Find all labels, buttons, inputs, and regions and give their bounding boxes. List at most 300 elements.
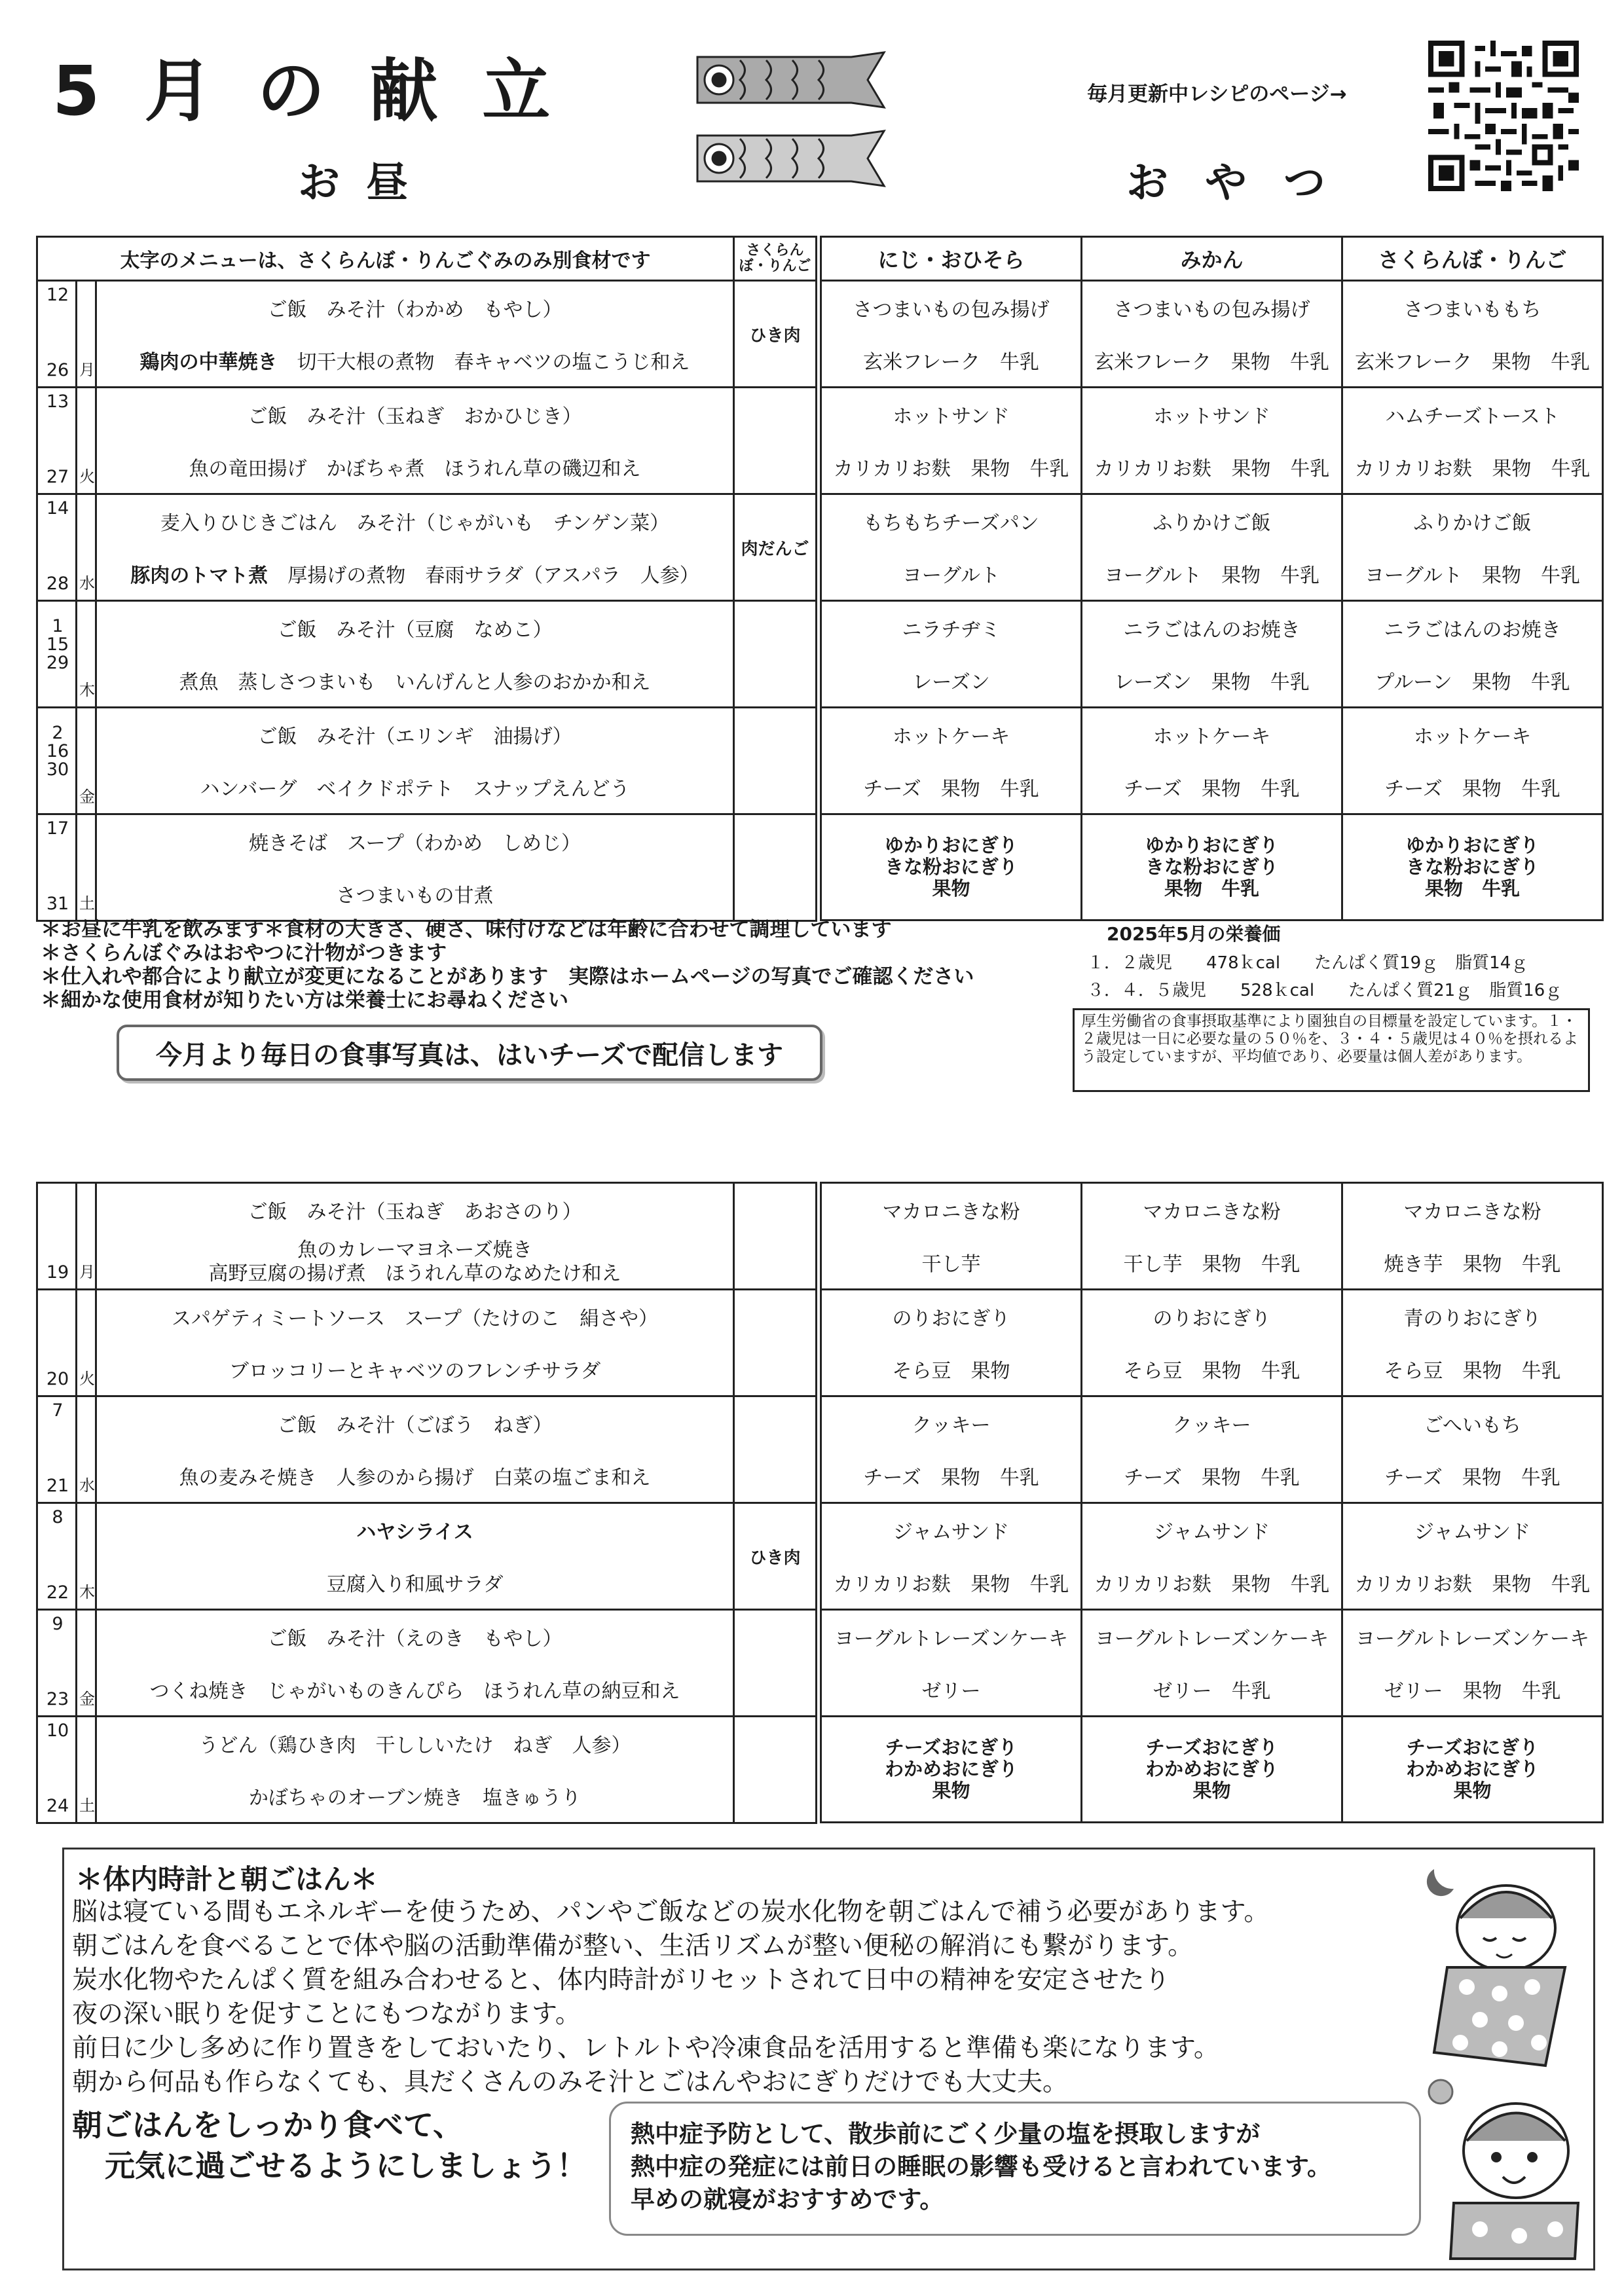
snack-line-1: マカロニきな粉 <box>1143 1201 1281 1224</box>
menu-line-2: 煮魚 蒸しさつまいも いんげんと人参のおかか和え <box>179 671 651 694</box>
alt-food-cell <box>734 814 817 921</box>
snack-line-2: そら豆 果物 牛乳 <box>1123 1360 1301 1383</box>
date-wrap <box>38 1504 75 1608</box>
snack-line-2: ヨーグルト 果物 牛乳 <box>1364 564 1581 587</box>
date-number: 21 <box>46 1476 69 1496</box>
table-row <box>37 388 817 494</box>
snack-line-2: ヨーグルト <box>902 564 1001 587</box>
snack-row <box>821 708 1603 814</box>
snack-row <box>821 1183 1603 1290</box>
alt-food-cell: 肉だんご <box>734 494 817 601</box>
weekday: 土 <box>79 894 95 913</box>
menu-line-1: ご飯 みそ汁（わかめ もやし） <box>267 299 563 321</box>
date-line: 10 <box>46 1721 69 1741</box>
menu-cell <box>96 1183 734 1290</box>
alt-food-cell: ひき肉 <box>734 1503 817 1610</box>
column-closing-line: 元気に過ごせるようにしましょう！ <box>105 2148 587 2183</box>
date-number: 19 <box>46 1262 69 1283</box>
snack-line-1: マカロニきな粉 <box>1403 1201 1541 1224</box>
snack-line-1: ハムチーズトースト <box>1385 405 1560 428</box>
table-row <box>37 281 817 388</box>
snack-line: きな粉おにぎり <box>1405 856 1539 878</box>
table-row <box>37 708 817 814</box>
snack-cell <box>1342 494 1603 601</box>
snack-onigiri <box>822 815 1080 919</box>
date-number: 28 <box>46 574 69 594</box>
lunch-table-2 <box>36 1182 817 1824</box>
date-line: 9 <box>52 1614 64 1634</box>
date-line: 2 <box>52 723 64 743</box>
date-number <box>38 724 77 779</box>
snack-row <box>821 494 1603 601</box>
snack-cell <box>821 1717 1082 1823</box>
column-closing-line: 朝ごはんをしっかり食べて、 <box>72 2107 464 2143</box>
snack-line: チーズおにぎり <box>1406 1736 1539 1758</box>
date-number: 31 <box>46 894 69 914</box>
sleeping-child-icon <box>1408 1856 1585 2072</box>
menu-cell <box>96 814 734 921</box>
snack-line-2: チーズ 果物 牛乳 <box>1384 778 1560 801</box>
date-number: 22 <box>46 1582 69 1603</box>
snack-line-2: ヨーグルト 果物 牛乳 <box>1103 564 1320 587</box>
weekday-cell <box>77 1396 96 1503</box>
snack-row <box>821 601 1603 708</box>
snack-cell <box>821 1183 1082 1290</box>
snack-line-2: そら豆 果物 <box>892 1360 1010 1383</box>
snack-row <box>821 388 1603 494</box>
date-line: 12 <box>46 285 69 305</box>
snack-line-1: さつまいもの包み揚げ <box>853 299 1050 321</box>
date-cell <box>37 708 77 814</box>
menu-cell <box>96 1290 734 1396</box>
date-wrap <box>38 495 75 599</box>
menu-line-2 <box>97 1236 733 1288</box>
lunch-header: 太字のメニューは、さくらんぼ・りんごぐみのみ別食材です <box>37 237 734 281</box>
date-wrap <box>38 1611 75 1715</box>
snack-line-1: ホットサンド <box>893 405 1010 428</box>
date-cell <box>37 1183 77 1290</box>
date-number: 27 <box>46 467 69 487</box>
snack-line: ゆかりおにぎり <box>884 834 1018 856</box>
date-wrap <box>38 815 75 919</box>
table-row <box>37 1290 817 1396</box>
menu-line-1: ご飯 みそ汁（豆腐 なめこ） <box>277 619 553 642</box>
weekday-cell <box>77 601 96 708</box>
date-number <box>38 1614 77 1634</box>
weekday: 金 <box>79 788 95 806</box>
menu-line-2: 魚の竜田揚げ かぼちゃ煮 ほうれん草の磯辺和え <box>189 458 641 481</box>
snack-cell <box>821 1610 1082 1717</box>
snack-cell <box>1342 1396 1603 1503</box>
note-line: ＊お昼に牛乳を飲みます＊食材の大きさ、硬さ、味付けなどは年齢に合わせて調理しています <box>41 918 892 941</box>
weekday-cell <box>77 814 96 921</box>
snack-line-2: ゼリー <box>921 1680 981 1703</box>
snack-line: きな粉おにぎり <box>1145 856 1278 878</box>
nutrition-line: １．２歳児 478ｋcal たんぱく質19ｇ 脂質14ｇ <box>1087 953 1528 973</box>
weekday: 火 <box>79 467 95 486</box>
snack-line-1: ジャムサンド <box>1414 1521 1531 1544</box>
date-cell <box>37 388 77 494</box>
menu-line-2: ハンバーグ ベイクドポテト スナップえんどう <box>200 778 630 801</box>
menu-bold-item: 豚肉のトマト煮 <box>130 564 268 587</box>
snack-line-2: カリカリお麩 果物 牛乳 <box>833 458 1069 481</box>
date-number: 26 <box>46 360 69 380</box>
snack-line-1: のりおにぎり <box>892 1307 1010 1330</box>
page-title: 5月の献立 <box>52 51 595 131</box>
snack-onigiri <box>1082 815 1341 919</box>
snack-table-2 <box>820 1182 1604 1823</box>
snack-cell <box>1342 708 1603 814</box>
weekday-cell <box>77 388 96 494</box>
snack-line-1: ふりかけご飯 <box>1153 512 1271 535</box>
menu-line-2: さつまいもの甘煮 <box>336 884 494 907</box>
weekday: 土 <box>79 1796 95 1815</box>
date-line: 29 <box>46 653 69 673</box>
date-cell <box>37 814 77 921</box>
heat-line: 早めの就寝がおすすめです。 <box>631 2185 944 2214</box>
snack-line-2: ゼリー 果物 牛乳 <box>1384 1680 1561 1703</box>
column-body <box>72 1895 1269 2100</box>
date-line: 30 <box>46 759 69 780</box>
snack-cell <box>1082 281 1342 388</box>
photo-notice: 今月より毎日の食事写真は、はいチーズで配信します <box>117 1025 822 1081</box>
menu-line-1: ご飯 みそ汁（ごぼう ねぎ） <box>277 1414 553 1437</box>
snack-line-1: ホットケーキ <box>1413 725 1532 748</box>
alt-header: さくらんぼ・りんご <box>734 237 817 281</box>
snack-cell <box>821 1503 1082 1610</box>
table-row <box>37 1183 817 1290</box>
snack-cell <box>1082 708 1342 814</box>
date-number <box>38 1721 77 1741</box>
snack-line-1: ふりかけご飯 <box>1413 512 1532 535</box>
snack-line-1: さつまいもの包み揚げ <box>1113 299 1310 321</box>
snack-line-1: ヨーグルトレーズンケーキ <box>834 1628 1068 1650</box>
menu-line-1: スパゲティミートソース スープ（たけのこ 絹さや） <box>171 1307 659 1330</box>
date-cell <box>37 1290 77 1396</box>
date-number: 23 <box>46 1689 69 1709</box>
snack-line: 果物 <box>1453 1779 1492 1802</box>
menu-line-1: ご飯 みそ汁（えのき もやし） <box>267 1628 563 1650</box>
snack-line-2: 干し芋 果物 牛乳 <box>1123 1253 1301 1276</box>
weekday: 水 <box>79 1476 95 1495</box>
snack-cell <box>821 1396 1082 1503</box>
snack-line: きな粉おにぎり <box>884 856 1018 878</box>
snack-cell <box>1082 1396 1342 1503</box>
table-row <box>37 814 817 921</box>
snack-onigiri <box>1082 1717 1341 1821</box>
snack-line-2: 玄米フレーク 果物 牛乳 <box>1355 351 1590 374</box>
snack-line: わかめおにぎり <box>884 1758 1018 1780</box>
snack-line-1: のりおにぎり <box>1153 1307 1271 1330</box>
snack-row <box>821 1610 1603 1717</box>
snack-line-2: レーズン 果物 牛乳 <box>1114 671 1310 694</box>
weekday: 月 <box>79 361 95 379</box>
snack-cell <box>821 814 1082 920</box>
snack-line-1: さつまいももち <box>1403 299 1541 321</box>
menu-line-1: ハヤシライス <box>356 1521 473 1544</box>
date-line: 14 <box>46 498 69 519</box>
snack-row <box>821 1396 1603 1503</box>
date-line: 1 <box>52 616 64 636</box>
snack-row <box>821 1717 1603 1823</box>
date-number <box>38 392 77 412</box>
snack-line-1: ニラごはんのお焼き <box>1384 619 1561 642</box>
snack-cell <box>1342 281 1603 388</box>
note-line: ＊細かな使用食材が知りたい方は栄養士にお尋ねください <box>41 989 568 1012</box>
snack-cell <box>1342 1503 1603 1610</box>
heat-line: 熱中症予防として、散歩前にごく少量の塩を摂取しますが <box>631 2120 1261 2148</box>
date-wrap <box>38 1290 75 1394</box>
weekday-cell <box>77 281 96 388</box>
date-line: 15 <box>46 634 69 655</box>
snack-line-2: プルーン 果物 牛乳 <box>1375 671 1570 694</box>
snack-cell <box>1342 1183 1603 1290</box>
heat-line: 熱中症の発症には前日の睡眠の影響も受けると言われています。 <box>631 2153 1332 2181</box>
snack-line: ゆかりおにぎり <box>1405 834 1539 856</box>
date-line: 16 <box>46 741 69 761</box>
snack-line-2: 玄米フレーク 牛乳 <box>863 351 1039 374</box>
snack-line-2: カリカリお麩 果物 牛乳 <box>1094 1573 1330 1596</box>
date-wrap <box>38 1184 75 1288</box>
snack-line-2: カリカリお麩 果物 牛乳 <box>833 1573 1069 1596</box>
date-wrap <box>38 1397 75 1501</box>
alt-food-cell <box>734 1183 817 1290</box>
snack-line-2: カリカリお麩 果物 牛乳 <box>1354 458 1591 481</box>
alt-food-cell <box>734 708 817 814</box>
snack-cell <box>1342 1610 1603 1717</box>
nutrition-title: 2025年5月の栄養価 <box>1107 923 1281 945</box>
snack-line: 果物 <box>1192 1779 1231 1802</box>
snack-cell <box>1082 1717 1342 1823</box>
column-title: ＊体内時計と朝ごはん＊ <box>75 1863 378 1895</box>
snack-line: ゆかりおにぎり <box>1145 834 1278 856</box>
menu-line-2: つくね焼き じゃがいものきんぴら ほうれん草の納豆和え <box>149 1680 680 1703</box>
nutrition-line: ３．４．５歳児 528ｋcal たんぱく質21ｇ 脂質16ｇ <box>1087 981 1562 1000</box>
date-number <box>38 285 77 305</box>
notes <box>41 918 974 1012</box>
menu-cell <box>96 1717 734 1823</box>
menu-cell <box>96 1503 734 1610</box>
table-row <box>37 601 817 708</box>
date-wrap <box>38 282 75 386</box>
alt-food-cell <box>734 388 817 494</box>
date-number <box>38 499 77 519</box>
date-number <box>38 819 77 839</box>
note-line: ＊仕入れや都合により献立が変更になることがあります 実際はホームページの写真でご確認ください <box>41 965 974 989</box>
snack-line-1: もちもちチーズパン <box>863 512 1039 535</box>
menu-subline: 魚のカレーマヨネーズ焼き <box>297 1239 532 1262</box>
nutrition-note: 厚生労働省の食事摂取基準により園独自の目標量を設定しています。１・２歳児は一日に必要な量の５０％を、３・４・５歳児は４０％を摂れるよう設定していますが、平均値であり、必要量は個人差があります。 <box>1073 1008 1590 1092</box>
recipe-link[interactable]: 毎月更新中レシピのページ→ <box>1087 82 1347 106</box>
table-row <box>37 1396 817 1503</box>
snack-line-2: 焼き芋 果物 牛乳 <box>1384 1253 1561 1276</box>
snack-line-1: 青のりおにぎり <box>1403 1307 1541 1330</box>
menu-rest: 切干大根の煮物 春キャベツの塩こうじ和え <box>277 351 690 374</box>
date-cell <box>37 281 77 388</box>
menu-cell <box>96 1396 734 1503</box>
menu-cell <box>96 281 734 388</box>
menu-cell <box>96 601 734 708</box>
column-line: 朝ごはんを食べることで体や脳の活動準備が整い、生活リズムが整い便秘の解消にも繋がります。 <box>72 1931 1194 1961</box>
menu-cell <box>96 388 734 494</box>
date-cell <box>37 1610 77 1717</box>
date-cell <box>37 1717 77 1823</box>
weekday-cell <box>77 1717 96 1823</box>
snack-line-2: チーズ 果物 牛乳 <box>863 1467 1039 1489</box>
weekday: 火 <box>79 1370 95 1388</box>
weekday: 水 <box>79 574 95 592</box>
menu-line-2: 魚の麦みそ焼き 人参のから揚げ 白菜の塩ごま和え <box>179 1467 651 1489</box>
table-row <box>37 1503 817 1610</box>
note-line: ＊さくらんぼぐみはおやつに汁物がつきます <box>41 941 447 965</box>
snack-line-1: マカロニきな粉 <box>882 1201 1020 1224</box>
snack-line-2: カリカリお麩 果物 牛乳 <box>1094 458 1330 481</box>
snack-cell <box>1082 814 1342 920</box>
snack-cell <box>1342 814 1603 920</box>
snack-line-2: チーズ 果物 牛乳 <box>1124 1467 1300 1489</box>
date-line: 17 <box>46 818 69 839</box>
snack-heading: おやつ <box>1126 159 1362 208</box>
snack-line-1: ヨーグルトレーズンケーキ <box>1356 1628 1589 1650</box>
date-number <box>38 1508 77 1527</box>
menu-line-1: ご飯 みそ汁（玉ねぎ あおさのり） <box>248 1201 582 1224</box>
snack-cell <box>1082 1290 1342 1396</box>
snack-line-2: チーズ 果物 牛乳 <box>863 778 1039 801</box>
column-line: 夜の深い眠りを促すことにもつながります。 <box>72 1999 581 2029</box>
alt-food-cell <box>734 1717 817 1823</box>
snack-onigiri <box>1343 815 1602 919</box>
date-cell <box>37 601 77 708</box>
snack-line: わかめおにぎり <box>1405 1758 1539 1780</box>
snack-row <box>821 814 1603 920</box>
waking-child-icon <box>1421 2072 1591 2262</box>
snack-line-1: ごへいもち <box>1424 1414 1521 1437</box>
snack-line-2: カリカリお麩 果物 牛乳 <box>1354 1573 1591 1596</box>
column-line: 脳は寝ている間もエネルギーを使うため、パンやご飯などの炭水化物を朝ごはんで補う必要があります。 <box>72 1897 1270 1927</box>
lunch-heading: お昼 <box>298 159 434 208</box>
snack-header: みかん <box>1082 237 1342 281</box>
menu-cell <box>96 708 734 814</box>
snack-cell <box>1342 1290 1603 1396</box>
column-line: 前日に少し多めに作り置きをしておいたり、レトルトや冷凍食品を活用すると準備も楽になります。 <box>72 2033 1219 2063</box>
snack-line-2: チーズ 果物 牛乳 <box>1124 778 1300 801</box>
menu-subline: 高野豆腐の揚げ煮 ほうれん草のなめたけ和え <box>208 1262 621 1285</box>
date-wrap <box>38 388 75 492</box>
snack-line-1: クッキー <box>1172 1414 1251 1437</box>
weekday: 木 <box>79 1583 95 1601</box>
snack-line-2: ゼリー 牛乳 <box>1153 1680 1271 1703</box>
snack-line: チーズおにぎり <box>1145 1736 1278 1758</box>
menu-line-1: ご飯 みそ汁（玉ねぎ おかひじき） <box>248 405 582 428</box>
menu-cell <box>96 494 734 601</box>
snack-line-1: クッキー <box>912 1414 991 1437</box>
snack-line-1: ホットケーキ <box>892 725 1010 748</box>
snack-line-1: ヨーグルトレーズンケーキ <box>1095 1628 1329 1650</box>
snack-line: 果物 <box>932 1779 970 1802</box>
column-closing <box>72 2105 587 2186</box>
date-cell <box>37 1503 77 1610</box>
snack-header: さくらんぼ・りんご <box>1342 237 1603 281</box>
column-line: 炭水化物やたんぱく質を組み合わせると、体内時計がリセットされて日中の精神を安定させたり <box>72 1965 1170 1995</box>
snack-table-1 <box>820 236 1604 921</box>
menu-line-2 <box>97 547 733 600</box>
menu-line-2 <box>97 334 733 386</box>
table-row <box>37 494 817 601</box>
menu-rest: 厚揚げの煮物 春雨サラダ（アスパラ 人参） <box>268 564 699 587</box>
weekday-cell <box>77 1503 96 1610</box>
menu-line-2: かぼちゃのオーブン焼き 塩きゅうり <box>248 1787 581 1810</box>
date-line: 7 <box>52 1400 64 1421</box>
snack-onigiri <box>822 1717 1080 1821</box>
menu-line-2: 豆腐入り和風サラダ <box>326 1573 504 1596</box>
date-line: 8 <box>52 1507 64 1527</box>
alt-food-cell <box>734 1610 817 1717</box>
menu-line-1: うどん（鶏ひき肉 干ししいたけ ねぎ 人参） <box>198 1734 631 1757</box>
menu-line-1: 麦入りひじきごはん みそ汁（じゃがいも チンゲン菜） <box>160 512 670 535</box>
date-cell <box>37 494 77 601</box>
alt-food-cell <box>734 1396 817 1503</box>
snack-cell <box>821 601 1082 708</box>
weekday-cell <box>77 1290 96 1396</box>
snack-onigiri <box>1343 1717 1602 1821</box>
snack-line-1: ホットサンド <box>1153 405 1270 428</box>
snack-line: 果物 牛乳 <box>1424 877 1520 900</box>
qr-code-icon[interactable] <box>1424 41 1583 191</box>
weekday: 金 <box>79 1690 95 1708</box>
koinobori-icon <box>694 47 891 204</box>
weekday: 月 <box>79 1263 95 1281</box>
snack-line-2: チーズ 果物 牛乳 <box>1384 1467 1560 1489</box>
date-line: 13 <box>46 392 69 412</box>
snack-cell <box>1082 388 1342 494</box>
snack-line: わかめおにぎり <box>1145 1758 1278 1780</box>
snack-cell <box>1342 601 1603 708</box>
snack-line: 果物 <box>932 877 970 900</box>
snack-cell <box>821 708 1082 814</box>
menu-bold-item: 鶏肉の中華焼き <box>139 351 278 374</box>
date-cell <box>37 1396 77 1503</box>
snack-line-2: 干し芋 <box>921 1253 981 1276</box>
menu-line-2: ブロッコリーとキャベツのフレンチサラダ <box>229 1360 601 1383</box>
menu-line-1: 焼きそば スープ（わかめ しめじ） <box>249 832 581 855</box>
snack-line-2: 玄米フレーク 果物 牛乳 <box>1094 351 1329 374</box>
snack-cell <box>1082 494 1342 601</box>
heatstroke-note <box>609 2102 1421 2236</box>
snack-line-1: ジャムサンド <box>893 1521 1010 1544</box>
date-number: 20 <box>46 1369 69 1389</box>
weekday: 木 <box>79 681 95 699</box>
menu-line-1: ご飯 みそ汁（エリンギ 油揚げ） <box>257 725 572 748</box>
snack-cell <box>821 281 1082 388</box>
lunch-table-1 <box>36 236 817 922</box>
table-row <box>37 1717 817 1823</box>
column-line: 朝から何品も作らなくても、具だくさんのみそ汁とごはんやおにぎりだけでも大丈夫。 <box>72 2068 1069 2097</box>
snack-cell <box>1342 388 1603 494</box>
snack-cell <box>1082 1183 1342 1290</box>
snack-cell <box>821 494 1082 601</box>
snack-line-1: ニラチヂミ <box>902 619 1001 642</box>
snack-header: にじ・おひそら <box>821 237 1082 281</box>
snack-line-2: レーズン <box>912 671 990 694</box>
snack-line-1: ジャムサンド <box>1153 1521 1270 1544</box>
snack-row <box>821 281 1603 388</box>
date-wrap <box>38 602 75 706</box>
snack-line-2: そら豆 果物 牛乳 <box>1384 1360 1561 1383</box>
snack-cell <box>821 1290 1082 1396</box>
snack-cell <box>1082 601 1342 708</box>
weekday-cell <box>77 1183 96 1290</box>
weekday-cell <box>77 494 96 601</box>
